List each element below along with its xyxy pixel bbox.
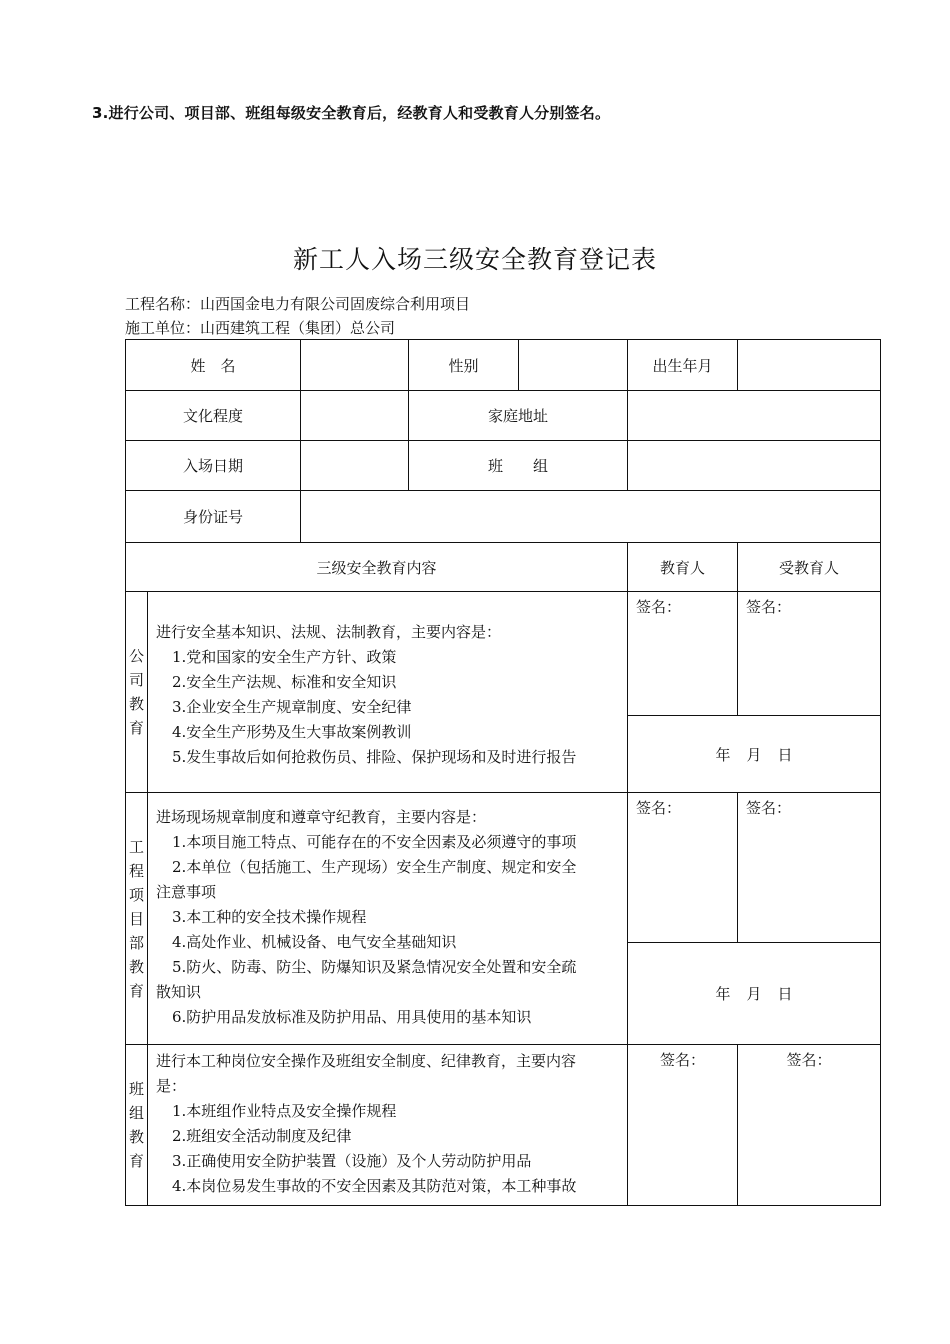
team-educator-signature[interactable]: 签名： <box>628 1045 738 1206</box>
education-field[interactable] <box>301 391 409 441</box>
content-item: 5.防火、防毒、防尘、防爆知识及紧急情况安全处置和安全疏 <box>172 958 577 976</box>
project-name-label: 工程名称： <box>125 295 201 313</box>
label-char: 工 <box>128 837 144 856</box>
content-item: 4.高处作业、机械设备、电气安全基础知识 <box>172 933 457 951</box>
educatee-header: 受教育人 <box>738 543 881 592</box>
project-edu-label <box>126 793 148 1045</box>
label-char: 组 <box>128 1104 144 1122</box>
content-item: 1.本项目施工特点、可能存在的不安全因素及必须遵守的事项 <box>172 833 577 851</box>
address-label: 家庭地址 <box>409 391 628 441</box>
team-field[interactable] <box>628 441 881 491</box>
entry-date-field[interactable] <box>301 441 409 491</box>
label-char: 班 <box>128 1080 144 1098</box>
content-item: 3.企业安全生产规章制度、安全纪律 <box>172 698 412 716</box>
project-name-line <box>125 293 470 314</box>
row-education <box>126 391 881 441</box>
content-header: 三级安全教育内容 <box>126 543 628 592</box>
row-id <box>126 491 881 543</box>
row-company-top <box>126 592 881 716</box>
contractor-value: 山西建筑工程（集团）总公司 <box>200 319 396 337</box>
content-item: 2.安全生产法规、标准和安全知识 <box>172 673 397 691</box>
content-item: 4.本岗位易发生事故的不安全因素及其防范对策，本工种事故 <box>172 1177 577 1195</box>
id-field[interactable] <box>301 491 881 543</box>
birth-label: 出生年月 <box>628 340 738 391</box>
project-edu-content <box>148 793 628 1045</box>
row-entry <box>126 441 881 491</box>
content-item: 4.安全生产形势及生大事故案例教训 <box>172 723 412 741</box>
label-char: 育 <box>128 719 144 737</box>
instruction-note: 3.进行公司、项目部、班组每级安全教育后，经教育人和受教育人分别签名。 <box>92 104 611 122</box>
date-month: 月 <box>746 985 762 1003</box>
content-item-continued: 注意事项 <box>156 883 217 901</box>
content-item: 2.班组安全活动制度及纪律 <box>172 1127 352 1145</box>
education-label: 文化程度 <box>126 391 301 441</box>
name-field[interactable] <box>301 340 409 391</box>
team-label: 班 组 <box>409 441 628 491</box>
company-educatee-signature[interactable]: 签名： <box>738 592 881 716</box>
address-field[interactable] <box>628 391 881 441</box>
content-intro: 进行本工种岗位安全操作及班组安全制度、纪律教育，主要内容 <box>156 1052 577 1070</box>
label-char: 教 <box>128 1128 144 1146</box>
label-char: 程 <box>128 861 144 880</box>
content-item-continued: 散知识 <box>156 983 202 1001</box>
company-educator-signature[interactable]: 签名： <box>628 592 738 716</box>
content-item: 3.本工种的安全技术操作规程 <box>172 908 367 926</box>
date-day: 日 <box>777 745 793 764</box>
label-char: 教 <box>128 957 144 976</box>
project-educator-signature[interactable]: 签名： <box>628 793 738 943</box>
label-char: 教 <box>128 695 144 713</box>
content-item: 3.正确使用安全防护装置（设施）及个人劳动防护用品 <box>172 1152 532 1170</box>
content-intro: 进场现场规章制度和遵章守纪教育，主要内容是： <box>156 808 487 826</box>
content-item: 1.党和国家的安全生产方针、政策 <box>172 648 397 666</box>
name-label: 姓 名 <box>126 340 301 391</box>
label-char: 司 <box>128 671 144 689</box>
gender-field[interactable] <box>519 340 628 391</box>
date-month: 月 <box>746 745 762 764</box>
row-header <box>126 543 881 592</box>
project-date[interactable] <box>628 943 881 1045</box>
date-day: 日 <box>777 985 793 1003</box>
label-char: 公 <box>128 647 144 665</box>
label-char: 目 <box>128 909 144 928</box>
content-item: 6.防护用品发放标准及防护用品、用具使用的基本知识 <box>172 1008 532 1026</box>
educator-header: 教育人 <box>628 543 738 592</box>
label-char: 育 <box>128 981 144 1000</box>
form-title: 新工人入场三级安全教育登记表 <box>292 245 657 274</box>
content-item: 2.本单位（包括施工、生产现场）安全生产制度、规定和安全 <box>172 858 577 876</box>
team-edu-content <box>148 1045 628 1206</box>
team-educatee-signature[interactable]: 签名： <box>738 1045 881 1206</box>
company-date[interactable] <box>628 716 881 793</box>
company-edu-content <box>148 592 628 793</box>
company-edu-label <box>126 592 148 793</box>
birth-field[interactable] <box>738 340 881 391</box>
content-item: 5.发生事故后如何抢救伤员、排险、保护现场和及时进行报告 <box>172 748 577 766</box>
registration-table <box>125 339 881 1206</box>
label-char: 项 <box>128 885 144 904</box>
row-name <box>126 340 881 391</box>
date-year: 年 <box>715 745 731 764</box>
date-year: 年 <box>715 985 731 1003</box>
id-label: 身份证号 <box>126 491 301 543</box>
row-team <box>126 1045 881 1206</box>
row-project-top <box>126 793 881 943</box>
label-char: 部 <box>128 933 144 952</box>
gender-label: 性别 <box>409 340 519 391</box>
project-name-value: 山西国金电力有限公司固废综合利用项目 <box>200 295 471 313</box>
content-item: 1.本班组作业特点及安全操作规程 <box>172 1102 397 1120</box>
contractor-line <box>125 317 395 338</box>
project-educatee-signature[interactable]: 签名： <box>738 793 881 943</box>
entry-date-label: 入场日期 <box>126 441 301 491</box>
content-intro-continued: 是： <box>156 1077 187 1095</box>
label-char: 育 <box>128 1152 144 1170</box>
content-intro: 进行安全基本知识、法规、法制教育，主要内容是： <box>156 623 502 641</box>
team-edu-label <box>126 1045 148 1206</box>
contractor-label: 施工单位： <box>125 319 201 337</box>
